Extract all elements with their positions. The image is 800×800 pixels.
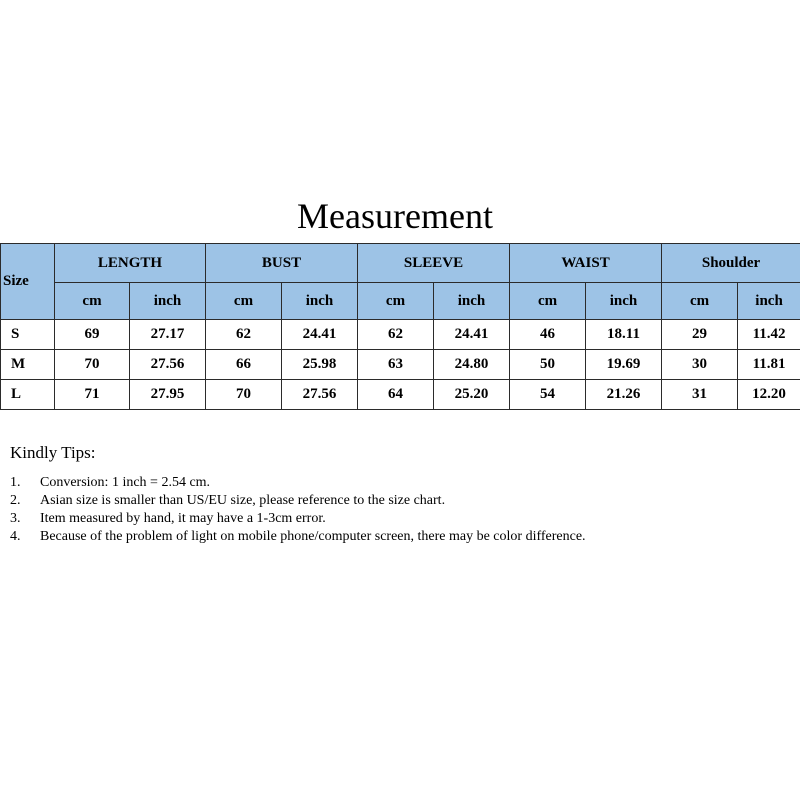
table-cell: 71 [55, 380, 130, 410]
table-cell: 30 [662, 350, 738, 380]
list-item [10, 528, 790, 546]
table-cell: 27.17 [130, 320, 206, 350]
table-cell: 11.42 [738, 320, 800, 350]
table-row-size-l [1, 380, 800, 410]
unit-header: cm [55, 283, 130, 320]
list-item-text: Asian size is smaller than US/EU size, please reference to the size chart. [40, 493, 446, 508]
table-cell: 27.56 [130, 350, 206, 380]
unit-header: inch [434, 283, 510, 320]
list-item-number: 2. [10, 493, 21, 508]
unit-header: inch [130, 283, 206, 320]
list-item [10, 492, 790, 510]
table-cell: 64 [358, 380, 434, 410]
table-cell: 12.20 [738, 380, 800, 410]
group-header-shoulder: Shoulder [662, 244, 800, 283]
table-cell: 19.69 [586, 350, 662, 380]
size-cell: S [1, 320, 55, 350]
kindly-tips-section [10, 443, 790, 546]
table-cell: 63 [358, 350, 434, 380]
unit-header: inch [586, 283, 662, 320]
header-row-units [1, 283, 800, 320]
table-cell: 69 [55, 320, 130, 350]
table-cell: 46 [510, 320, 586, 350]
group-header-bust: BUST [206, 244, 358, 283]
table-cell: 62 [358, 320, 434, 350]
table-cell: 24.41 [434, 320, 510, 350]
size-column-header: Size [1, 244, 55, 320]
list-item [10, 510, 790, 528]
list-item-number: 4. [10, 529, 21, 544]
list-item-number: 3. [10, 511, 21, 526]
list-item-text: Because of the problem of light on mobile phone/computer screen, there may be color difference. [40, 529, 586, 544]
size-cell: L [1, 380, 55, 410]
table-cell: 54 [510, 380, 586, 410]
unit-header: cm [510, 283, 586, 320]
group-header-waist: WAIST [510, 244, 662, 283]
group-header-length: LENGTH [55, 244, 206, 283]
page-title: Measurement [297, 196, 493, 236]
unit-header: inch [282, 283, 358, 320]
table-cell: 25.20 [434, 380, 510, 410]
list-item-number: 1. [10, 475, 21, 490]
list-item-text: Conversion: 1 inch = 2.54 cm. [40, 475, 211, 490]
unit-header: cm [206, 283, 282, 320]
table-cell: 31 [662, 380, 738, 410]
unit-header: inch [738, 283, 800, 320]
unit-header: cm [662, 283, 738, 320]
table-cell: 24.41 [282, 320, 358, 350]
unit-header: cm [358, 283, 434, 320]
table-cell: 25.98 [282, 350, 358, 380]
table-cell: 29 [662, 320, 738, 350]
list-item [10, 474, 790, 492]
table-cell: 27.95 [130, 380, 206, 410]
table-cell: 70 [206, 380, 282, 410]
size-cell: M [1, 350, 55, 380]
list-item-text: Item measured by hand, it may have a 1-3cm error. [40, 511, 326, 526]
tips-list [10, 474, 790, 546]
table-cell: 18.11 [586, 320, 662, 350]
table-cell: 50 [510, 350, 586, 380]
table-row-size-m [1, 350, 800, 380]
table-cell: 62 [206, 320, 282, 350]
table-cell: 70 [55, 350, 130, 380]
header-row-groups [1, 244, 800, 283]
table-cell: 66 [206, 350, 282, 380]
table-cell: 27.56 [282, 380, 358, 410]
table-cell: 21.26 [586, 380, 662, 410]
table-cell: 24.80 [434, 350, 510, 380]
group-header-sleeve: SLEEVE [358, 244, 510, 283]
table-row-size-s [1, 320, 800, 350]
table-cell: 11.81 [738, 350, 800, 380]
size-chart-table [0, 243, 800, 410]
tips-heading: Kindly Tips: [10, 443, 96, 462]
